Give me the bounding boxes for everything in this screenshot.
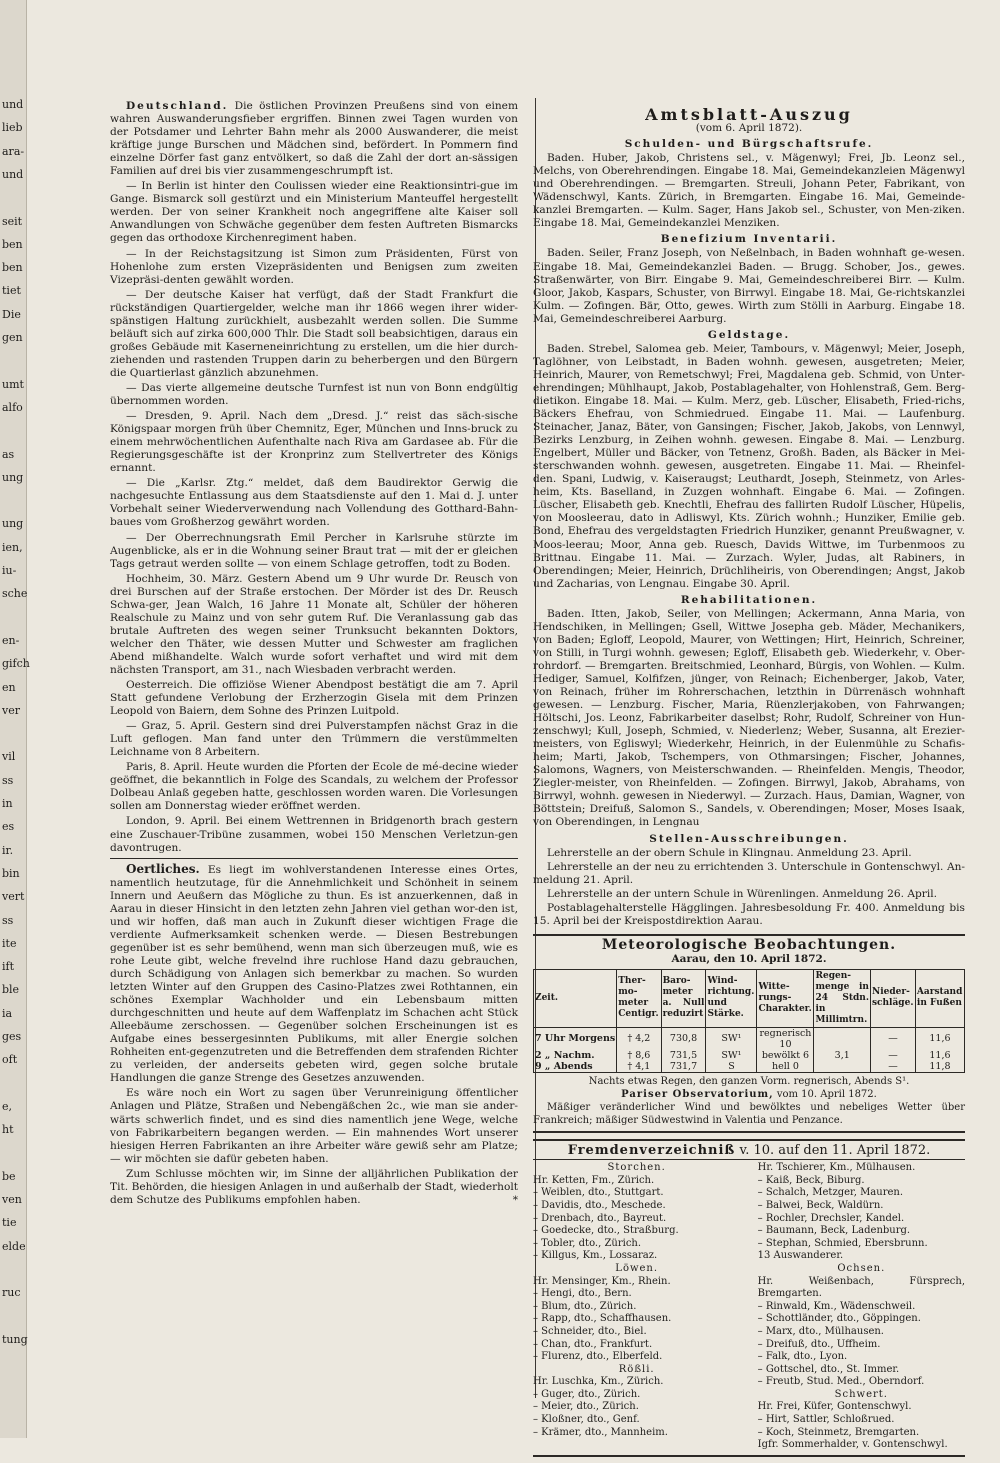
section-heading: Geldstage.	[707, 328, 791, 341]
guest-entry: – Balwei, Beck, Waldürn.	[757, 1199, 884, 1211]
edge-word: ven	[2, 1193, 22, 1207]
article-paris: Paris, 8. April. Heute wurden die Pforten der Ecole de mé-decine wieder geöffnet, die bekanntlich in Folge des Scandals, zu welchem der Professor Dolbeau Anlaß gegeben hatte, geschlossen worden waren. Die Vorlesungen sollen am Donnerstag wieder eröffnet werden.	[110, 761, 518, 813]
edge-word: ia	[2, 1006, 13, 1020]
guest-entry: – Schottländer, dto., Göppingen.	[757, 1313, 921, 1325]
meteo-cell: S	[706, 1061, 757, 1073]
hotel-name: Storchen.	[607, 1162, 666, 1174]
section-heading: Rehabilitationen.	[680, 593, 818, 606]
guest-entry: – Baumann, Beck, Ladenburg.	[757, 1225, 911, 1237]
edge-word: elde	[2, 1239, 26, 1253]
guest-entry: – Falk, dto., Lyon.	[757, 1351, 848, 1363]
article-london: London, 9. April. Bei einem Wettrennen in Bridgenorth brach gestern eine Zuschauer-Tribüne zusammen, wobei 150 Menschen Verletzun-gen davontrugen.	[110, 815, 518, 854]
edge-word: bin	[2, 866, 20, 880]
meteo-col-header: Aarstand in Fußen	[915, 969, 964, 1027]
guest-entry: – Schneider, dto., Biel.	[533, 1325, 647, 1337]
section-heading: Benefizium Inventarii.	[660, 233, 838, 246]
article-turnfest: — Das vierte allgemeine deutsche Turnfest ist nun von Bonn endgültig übernommen worden.	[110, 381, 518, 408]
meteo-cell: 730,8	[661, 1027, 706, 1050]
edge-word: ruc	[2, 1286, 21, 1300]
article-dresden: — Dresden, 9. April. Nach dem „Dresd. J.“ reist das säch-sische Königspaar morgen früh über Chemnitz, Eger, München und Inns-bruck zu einem mehrwöchentlichen Aufenthalte nach Riva am Gardasee ab. Für die Regierungsgeschäfte ist der Kronprinz zum Stellvertreter des Königs ernannt.	[110, 410, 518, 475]
guest-entry: Hr. Weißenbach, Fürsprech, Bremgarten.	[757, 1275, 965, 1300]
meteo-cell: 731,7	[661, 1061, 706, 1073]
meteo-cell: 3,1	[814, 1050, 870, 1061]
edge-word: ung	[2, 517, 24, 531]
paris-observatory: Pariser Observatorium, vom 10. April 1872.	[621, 1089, 877, 1100]
meteo-col-header: Nieder-schläge.	[870, 969, 915, 1027]
section-divider	[110, 858, 518, 859]
edge-word: be	[2, 1169, 16, 1183]
edge-word: Die	[2, 307, 21, 321]
meteo-box	[533, 934, 965, 1133]
edge-word: e,	[2, 1099, 13, 1113]
guest-entry: – Drenbach, dto., Bayreut.	[533, 1212, 667, 1224]
edge-word: umt	[2, 377, 24, 391]
edge-word: ss	[2, 913, 14, 927]
edge-word: ien,	[2, 540, 23, 554]
edge-word: vert	[2, 890, 25, 904]
guest-entry: – Tobler, dto., Zürich.	[533, 1237, 642, 1249]
left-column	[110, 100, 518, 1209]
article-reichstag: — In der Reichstagsitzung ist Simon zum Präsidenten, Fürst von Hohenlohe zum ersten Vizepräsidenten und Benigsen zum zweiten Vizepräsi-denten gewählt worden.	[110, 247, 518, 286]
edge-word: lieb	[2, 121, 23, 135]
guest-entry: Hr. Ketten, Fm., Zürich.	[533, 1174, 655, 1186]
vacancy-item: Lehrerstelle an der obern Schule in Klingnau. Anmeldung 23. April.	[547, 846, 912, 859]
edge-word: und	[2, 167, 24, 181]
guest-entry: – Goedecke, dto., Straßburg.	[533, 1225, 679, 1237]
meteo-row	[534, 1061, 965, 1073]
meteo-cell: 2 „ Nachm.	[534, 1050, 617, 1061]
guest-entry: – Chan, dto., Frankfurt.	[533, 1338, 653, 1350]
meteo-cell: † 8,6	[617, 1050, 661, 1061]
fremden-box	[533, 1139, 965, 1457]
fremden-col-2	[758, 1162, 965, 1452]
hotel-name: Rößli.	[618, 1363, 655, 1375]
edge-word: sche	[2, 587, 28, 601]
hotel-name: Löwen.	[615, 1262, 659, 1274]
hotel-name: Schwert.	[834, 1388, 888, 1400]
guest-entry: – Flurenz, dto., Elberfeld.	[533, 1351, 663, 1363]
edge-word: seit	[2, 214, 23, 228]
fremden-header: Fremdenverzeichniß v. 10. auf den 11. April 1872.	[567, 1143, 931, 1159]
meteo-note: Nachts etwas Regen, den ganzen Vorm. regnerisch, Abends S¹.	[588, 1075, 910, 1087]
page-edge-strip	[0, 0, 30, 1438]
edge-word: en	[2, 680, 16, 694]
article-berlin: — In Berlin ist hinter den Coulissen wieder eine Reaktionsintri-gue im Gange. Bismarck soll gestürzt und ein Ministerium Manteuffel hergestellt werden. Der von seiner Krankheit noch angegriffene alte Kaiser soll Anwandlungen von Schwäche gegenüber dem festen Auftreten Bismarcks gegen das orthodoxe Kirchenregiment haben.	[110, 180, 518, 245]
fremden-divider	[533, 1159, 965, 1160]
meteo-col-header: Regen-menge in 24 Stdn. in Millimtrn.	[814, 969, 870, 1027]
section-text: Baden. Huber, Jakob, Christens sel., v. Mägenwyl; Frei, Jb. Leonz sel., Melchs, von Oberehrendingen. Eingabe 18. Mai, Gemeindekanzleien Mägenwyl und Oberehrendingen. — Bremgarten. Streuli, Johann Peter, Fabrikant, von Wädenschwyl, Kants. Zürich, in Bremgarten. Eingabe 16. Mai, Gemeinde-kanzlei Bremgarten. — Kulm. Sager, Hans Jakob sel., Schuster, von Men-ziken. Eingabe 18. Mai, Gemeindekanzlei Menziken.	[533, 152, 965, 230]
meteo-col-header: Witte-rungs-Charakter.	[757, 969, 814, 1027]
meteo-cell: SW¹	[706, 1050, 757, 1061]
edge-word: ss	[2, 773, 14, 787]
section-text: Baden. Seiler, Franz Joseph, von Neßelnbach, in Baden wohnhaft ge-wesen. Eingabe 18. Mai, Gemeindekanzlei Baden. — Brugg. Schober, Jos., gewes. Straßenwärter, von Birr. Eingabe 9. Mai, Gemeindeschreiberei Birr. — Kulm. Gloor, Jakob, Kaspars, Schuster, von Birrwyl. Eingabe 18. Mai, Ge-richtskanzlei Kulm. — Zofingen. Bär, Otto, gewes. Wirth zum Stölli in Aarburg. Eingabe 18. Mai, Gemeindeschreiberei Aarburg.	[533, 247, 965, 325]
fremden-col-1	[533, 1162, 740, 1452]
guest-entry: Hr. Luschka, Km., Zürich.	[533, 1376, 664, 1388]
article-heading: Oertliches.	[126, 861, 200, 876]
section-heading: Schulden- und Bürgschaftsrufe.	[624, 138, 874, 151]
meteo-row	[534, 1050, 965, 1061]
article-oertliches-p3: Zum Schlusse möchten wir, im Sinne der alljährlichen Publikation der Tit. Behörden, die hiesigen Anlagen in und außerhalb der Stadt, wiederholt dem Schutze des Publikums empfohlen haben. *	[110, 1167, 518, 1206]
edge-word: tie	[2, 1216, 17, 1230]
edge-word: ite	[2, 936, 17, 950]
meteo-cell: 731,5	[661, 1050, 706, 1061]
article-oertliches: Oertliches. Es liegt im wohlverstandenen Interesse eines Ortes, namentlich heutzutage, für die Annehmlichkeit und Schönheit in seinem Innern und Aeußern das Mögliche zu thun. Es ist anzuerkennen, daß in Aarau in dieser Hinsicht in den letzten zehn Jahren viel gethan wor-den ist, und wir hoffen, daß man auch in Zukunft dieser wichtigen Frage die verdiente Aufmerksamkeit schenken werde. — Diesen Bestrebungen gegenüber ist es sehr bemühend, wenn man sich überzeugen muß, wie es rohe Leute gibt, welche frevelnd ihre ruchlose Hand dazu gebrauchen, durch Schädigung von Anlagen sich bemerkbar zu machen. So wurden letzten Winter auf den Gruppen des Casino-Platzes zwei Rothtannen, ein schönes Exemplar Wachholder und ein Lebensbaum mitten durchgeschnitten und heute auf dem Waffenplatz im Schachen acht Stück Alleebäume zerschossen. — Gegenüber solchen Erscheinungen ist es Aufgabe eines bessergesinnten Publikums, mit aller Energie solchen Rohheiten ent-gegenzutreten und die Betreffenden dem strafenden Richter zu verleiden, der anderseits gebeten wird, gegen solche brutale Handlungen die ganze Strenge des Gesetzes anzuwenden.	[110, 861, 518, 1085]
meteo-cell: bewölkt 6	[757, 1050, 814, 1061]
guest-entry: – Gottschel, dto., St. Immer.	[757, 1363, 900, 1375]
article-oesterreich: Oesterreich. Die offiziöse Wiener Abendpost bestätigt die am 7. April Statt gefundene Verlobung der Erzherzogin Gisela mit dem Prinzen Leopold von Baiern, dem Sohne des Prinzen Luitpold.	[110, 679, 518, 718]
fremden-columns	[533, 1162, 965, 1452]
meteo-cell: 11,6	[915, 1027, 964, 1050]
guest-entry: – Schalch, Metzger, Mauren.	[757, 1187, 904, 1199]
vacancy-item: Postablagehalterstelle Hägglingen. Jahresbesoldung Fr. 400. Anmeldung bis 15. April bei der Kreispostdirektion Aarau.	[533, 901, 965, 927]
edge-word: en-	[2, 633, 20, 647]
guest-entry: – Kaiß, Beck, Biburg.	[757, 1174, 865, 1186]
hotel-name: Ochsen.	[837, 1262, 886, 1274]
section-heading: Stellen-Ausschreibungen.	[649, 832, 849, 845]
meteo-cell: hell 0	[757, 1061, 814, 1073]
guest-entry: – Hengi, dto., Bern.	[533, 1288, 632, 1300]
section-text: Baden. Strebel, Salomea geb. Meier, Tambours, v. Mägenwyl; Meier, Joseph, Taglöhner, von Leibstadt, in Baden wohnh. gewesen, ausgetreten; Meier, Heinrich, Maurer, von Remetschwyl; Frei, Magdalena geb. Schmid, von Unter-ehrendingen; Mühlhaupt, Jakob, Postablagehalter, von Hohlenstraß, Gem. Berg-dietikon. Eingabe 18. Mai. — Kulm. Merz, geb. Lüscher, Elisabeth, Fried-richs, Bäckers Ehefrau, von Schmiedrued. Eingabe 11. Mai. — Laufenburg. Steinacher, Janaz, Bäter, von Gansingen; Fischer, Jakob, Jakobs, von Lennwyl, Bezirks Lenzburg, in Zeihen wohnh. gewesen. Eingabe 8. Mai. — Lenzburg. Engelbert, Müller und Bäcker, von Tetnenz, Großh. Baden, als Bäcker in Mei-sterschwanden wohnh. gewesen, ausgetreten. Eingabe 11. Mai. — Rheinfel-den. Spani, Ludwig, v. Kaiseraugst; Leuthardt, Joseph, Steinmetz, von Arles-heim, Kts. Baselland, in Zuzgen wohnhaft. Eingabe 6. Mai. — Zofingen. Lüscher, Elisabeth geb. Knechtli, Ehefrau des fallirten Rudolf Lüscher, Hüpelis, von Moosleerau, dato in Adliswyl, Kts. Zürich wohnh.; Hunziker, Emilie geb. Bond, Ehefrau des vergeldstagten Friedrich Hunziker, genannt Preußwagner, v. Moos-leerau; Moor, Anna geb. Ruesch, Davids Wittwe, im Turbenmoos zu Brittnau. Eingabe 11. Mai. — Zurzach. Wyler, Judas, alt Rabiners, in Oberendingen; Meier, Heinrich, Drüchliheiris, von Oberendingen; Angst, Jakob und Zacharias, von Lengnau. Eingabe 30. April.	[533, 342, 965, 590]
article-oertliches-p2: Es wäre noch ein Wort zu sagen über Verunreinigung öffentlicher Anlagen und Plätze, Straßen und Nebengäßchen 2c., wie man sie ander-wärts schwerlich findet, und es sind dies namentlich jene Wege, welche von Fabrikarbeitern begangen werden. — Ein mahnendes Wort unserer hiesigen Herren Fabrikanten an ihre Arbeiter wäre gewiß sehr am Platze; — wir möchten sie dafür gebeten haben.	[110, 1087, 518, 1165]
article-heading: Deutschland.	[126, 100, 229, 112]
guest-entry: Hr. Mensinger, Km., Rhein.	[533, 1275, 671, 1287]
edge-word: in	[2, 797, 13, 810]
edge-word: as	[2, 447, 15, 461]
edge-word: ht	[2, 1123, 14, 1137]
guest-entry: – Marx, dto., Mülhausen.	[757, 1325, 884, 1337]
guest-entry: – Dreifuß, dto., Uffheim.	[757, 1338, 881, 1350]
meteo-cell: 9 „ Abends	[534, 1061, 617, 1073]
right-column	[533, 105, 965, 1463]
guest-entry: Hr. Tschierer, Km., Mülhausen.	[757, 1162, 916, 1174]
amtsblatt-sections	[533, 138, 965, 928]
meteo-col-header: Ther-mo-meter Centigr.	[617, 969, 661, 1027]
guest-entry: – Weiblen, dto., Stuttgart.	[533, 1187, 664, 1199]
meteo-cell: 11,8	[915, 1061, 964, 1073]
article-karlsruhe: — Die „Karlsr. Ztg.“ meldet, daß dem Baudirektor Gerwig die nachgesuchte Entlassung aus dem Staatsdienste auf den 1. Mai d. J. unter Vorbehalt seiner Wiederverwendung nach Vollendung des Gotthard-Bahn-baues vom Großherzog gewährt worden.	[110, 477, 518, 529]
edge-word: iu-	[2, 564, 17, 577]
article-hochheim: Hochheim, 30. März. Gestern Abend um 9 Uhr wurde Dr. Reusch von drei Burschen auf der Straße erstochen. Der Mörder ist des Dr. Reusch Schwa-ger, Jean Walch, 16 Jahre 11 Monate alt, Schüler der höheren Realschule zu Mainz und von sehr gutem Ruf. Die Veranlassung gab das brutale Auftreten des wegen seiner Trunksucht bekannten Doktors, welcher den Thäter, wie dessen Mutter und Schwester am fraglichen Abend mißhandelte. Walch wurde sofort verhaftet und wird mit dem nächsten Transport, am 31., nach Wiesbaden verbracht werden.	[110, 572, 518, 676]
meteo-cell: —	[870, 1061, 915, 1073]
edge-word: oft	[2, 1053, 18, 1067]
guest-entry: – Rochler, Drechsler, Kandel.	[757, 1212, 905, 1224]
edge-word: ir.	[2, 843, 14, 857]
meteo-cell: —	[870, 1050, 915, 1061]
vacancy-item: Lehrerstelle an der neu zu errichtenden 3. Unterschule in Gontenschwyl. An-meldung 21. April.	[533, 860, 965, 886]
guest-entry: – Meier, dto., Zürich.	[533, 1401, 639, 1413]
guest-entry: – Killgus, Km., Lossaraz.	[533, 1250, 658, 1262]
guest-entry: Igfr. Sommerhalder, v. Gontenschwyl.	[757, 1439, 948, 1451]
guest-entry: – Davidis, dto., Meschede.	[533, 1199, 666, 1211]
edge-word: gifch	[2, 657, 30, 671]
guest-entry: Hr. Frei, Küfer, Gontenschwyl.	[757, 1401, 912, 1413]
meteo-table	[533, 969, 965, 1073]
guest-entry: – Koch, Steinmetz, Bremgarten.	[757, 1426, 920, 1438]
edge-word: ges	[2, 1030, 22, 1043]
guest-entry: 13 Auswanderer.	[757, 1250, 844, 1262]
meteo-subtitle: Aarau, den 10. April 1872.	[671, 952, 827, 965]
guest-entry: – Guger, dto., Zürich.	[533, 1388, 641, 1400]
meteo-row	[534, 1027, 965, 1050]
edge-word: ara-	[2, 144, 25, 158]
edge-word: ver	[2, 703, 20, 717]
edge-word: ung	[2, 470, 24, 484]
meteo-cell	[814, 1061, 870, 1073]
vacancy-item: Lehrerstelle an der untern Schule in Würenlingen. Anmeldung 26. April.	[547, 887, 938, 900]
edge-word: ben	[2, 261, 23, 275]
guest-entry: – Rapp, dto., Schaffhausen.	[533, 1313, 672, 1325]
guest-entry: – Stephan, Schmied, Ebersbrunn.	[757, 1237, 928, 1249]
meteo-cell: —	[870, 1027, 915, 1050]
meteo-cell: 11,6	[915, 1050, 964, 1061]
edge-word: und	[2, 98, 24, 111]
guest-entry: – Freutb, Stud. Med., Oberndorf.	[757, 1376, 925, 1388]
section-text: Baden. Itten, Jakob, Seiler, von Mellingen; Ackermann, Anna Maria, von Hendschiken, in Mellingen; Gsell, Wittwe Josepha geb. Mäder, Mechanikers, von Baden; Egloff, Leopold, Maurer, von Wettingen; Hirt, Heinrich, Schreiner, von Stilli, in Turgi wohnh. gewesen; Egloff, Elisabeth geb. Wiederkehr, v. Ober-rohrdorf. — Bremgarten. Breitschmied, Leonhard, Bürgis, von Wohlen. — Kulm. Hediger, Samuel, Kolfifzen, jünger, von Reinach; Eichenberger, Jakob, Vater, von Reinach, früher im Rohrerschachen, letzthin in Dürrenäsch wohnhaft gewesen. — Lenzburg. Fischer, Maria, Rüenzlerjakoben, von Fahrwangen; Höltschi, Jos. Leonz, Fabrikarbeiter daselbst; Rohr, Rudolf, Schreiner von Hun-zenschwyl; Kull, Joseph, Schmied, v. Niederlenz; Weber, Susanna, alt Erezier-meisters, von Egliswyl; Wiederkehr, Heinrich, in der Eulenmühle zu Schafis-heim; Marti, Jakob, Tschempers, von Othmarsingen; Fischer, Johannes, Salomons, Wagners, von Meisterschwanden. — Rheinfelden. Mengis, Theodor, Ziegler-meister, von Rheinfelden. — Zofingen. Birrwyl, Jakob, Abrahams, von Birrwyl, wohnh. gewesen in Niederwyl. — Zurzach. Haus, Damian, Wagner, von Böttstein; Dreifuß, Salomon S., Sandels, v. Oberendingen; Moser, Moses Isaak, von Oberendingen, in Lengnau	[533, 607, 965, 829]
edge-word: es	[2, 820, 15, 834]
guest-entry: – Rinwald, Km., Wädenschweil.	[757, 1300, 916, 1312]
edge-word: gen	[2, 331, 23, 344]
edge-word: ift	[2, 960, 15, 974]
edge-word: tiet	[2, 284, 21, 298]
guest-entry: – Blum, dto., Zürich.	[533, 1300, 637, 1312]
article-frankfurt: — Der deutsche Kaiser hat verfügt, daß der Stadt Frankfurt die rückständigen Quartiergelder, welche man ihr 1866 wegen ihrer wider-spänstigen Haltung zurückhielt, ausbezahlt werden sollen. Die Summe beläuft sich auf zirka 600,000 Thlr. Die Stadt soll beabsichtigen, daraus ein großes Gebäude mit Kaserneneinrichtung zu erstellen, um die hier durch-ziehenden und rastenden Truppen darin zu beherbergen und den Bürgern die Quartierlast gänzlich abzunehmen.	[110, 288, 518, 379]
paris-text: Mäßiger veränderlicher Wind und bewölktes und nebeliges Wetter über Frankreich; mäßiger Südwestwind in Valentia und Penzance.	[533, 1102, 965, 1127]
guest-entry: – Krämer, dto., Mannheim.	[533, 1426, 668, 1438]
edge-word: vil	[2, 750, 16, 764]
guest-entry: – Hirt, Sattler, Schloßrued.	[757, 1414, 895, 1426]
meteo-col-header: Baro-meter a. Null reduzirt	[661, 969, 706, 1027]
amtsblatt-subtitle: (vom 6. April 1872).	[695, 122, 803, 135]
meteo-col-header: Wind-richtung. und Stärke.	[706, 969, 757, 1027]
article-percher: — Der Oberrechnungsrath Emil Percher in Karlsruhe stürzte im Augenblicke, als er in die Wohnung seiner Braut trat — mit der er gleichen Tags getraut werden sollte — von einem Schlage getroffen, todt zu Boden.	[110, 531, 518, 570]
article-deutschland: Deutschland. Die östlichen Provinzen Preußens sind von einem wahren Auswanderungsfieber ergriffen. Binnen zwei Tagen wurden von der Potsdamer und Lehrter Bahn mehr als 2000 Auswanderer, die meist kräftige junge Burschen und Mädchen sind, befördert. In Pommern find einzelne Dörfer fast ganz entvölkert, so daß die Zahl der dort an-sässigen Familien auf drei bis vier zusammengeschrumpft ist.	[110, 100, 518, 178]
meteo-title: Meteorologische Beobachtungen.	[601, 936, 897, 953]
meteo-cell: 7 Uhr Morgens	[534, 1027, 617, 1050]
meteo-cell: regnerisch 10	[757, 1027, 814, 1050]
meteo-col-header: Zeit.	[534, 969, 617, 1027]
edge-word: alfo	[2, 400, 23, 414]
edge-word: ble	[2, 983, 20, 997]
meteo-cell: SW¹	[706, 1027, 757, 1050]
article-graz: — Graz, 5. April. Gestern sind drei Pulverstampfen nächst Graz in die Luft geflogen. Man fand unter den Trümmern die verstümmelten Leichname von 8 Arbeitern.	[110, 720, 518, 759]
meteo-cell: † 4,2	[617, 1027, 661, 1050]
edge-word: ben	[2, 237, 23, 251]
edge-word: tung	[2, 1332, 28, 1346]
guest-entry: – Kloßner, dto., Genf.	[533, 1414, 640, 1426]
meteo-cell	[814, 1027, 870, 1050]
meteo-cell: † 4,1	[617, 1061, 661, 1073]
amtsblatt-title: Amtsblatt-Auszug	[645, 105, 853, 124]
